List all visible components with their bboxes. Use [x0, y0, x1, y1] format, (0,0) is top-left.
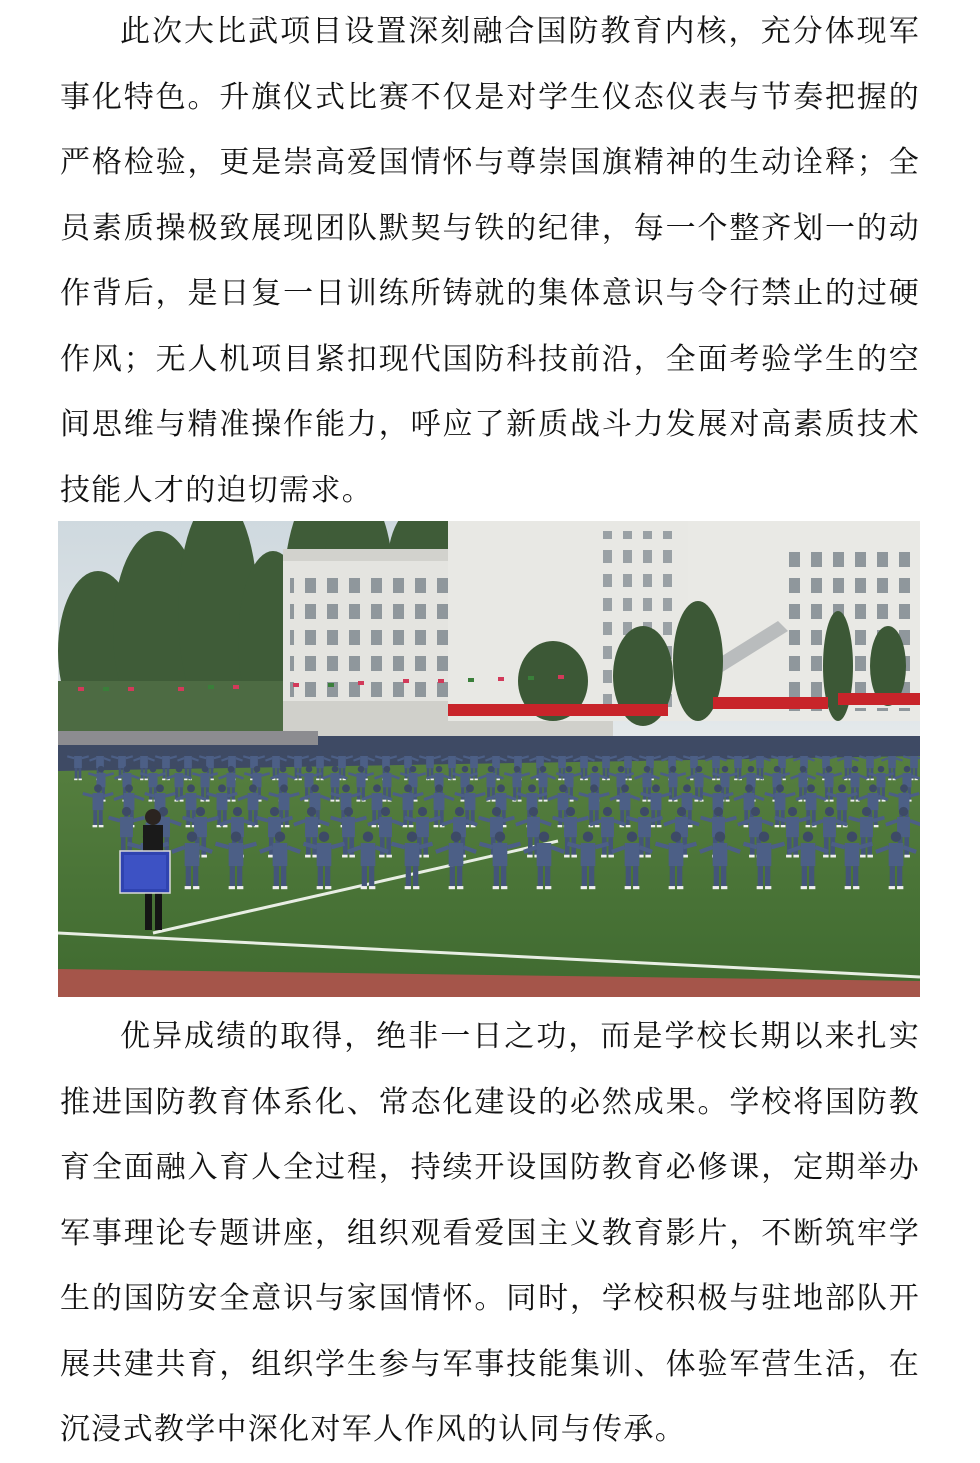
article-paragraph-1: 此次大比武项目设置深刻融合国防教育内核，充分体现军事化特色。升旗仪式比赛不仅是对学生仪态仪表与节奏把握的严格检验，更是崇高爱国情怀与尊崇国旗精神的生动诠释；全员素质操极致展现团队默契与铁的纪律，每一个整齐划一的动作背后，是日复一日训练所铸就的集体意识与令行禁止的过硬作风；无人机项目紧扣现代国防科技前沿，全面考验学生的空间思维与精准操作能力，呼应了新质战斗力发展对高素质技术技能人才的迫切需求。 — [60, 14, 920, 508]
spectators — [58, 731, 318, 745]
article-paragraph-2: 优异成绩的取得，绝非一日之功，而是学校长期以来扎实推进国防教育体系化、常态化建设的必然成果。学校将国防教育全面融入育人全过程，持续开设国防教育必修课，定期举办军事理论专题讲座，组织观看爱国主义教育影片，不断筑牢学生的国防安全意识与家国情怀。同时，学校积极与驻地部队开展共建共育，组织学生参与军事技能集训、体验军营生活，在沉浸式教学中深化对军人作风的认同与传承。 — [60, 1019, 920, 1447]
photo-illustration — [58, 521, 920, 997]
article-photo — [58, 521, 920, 997]
